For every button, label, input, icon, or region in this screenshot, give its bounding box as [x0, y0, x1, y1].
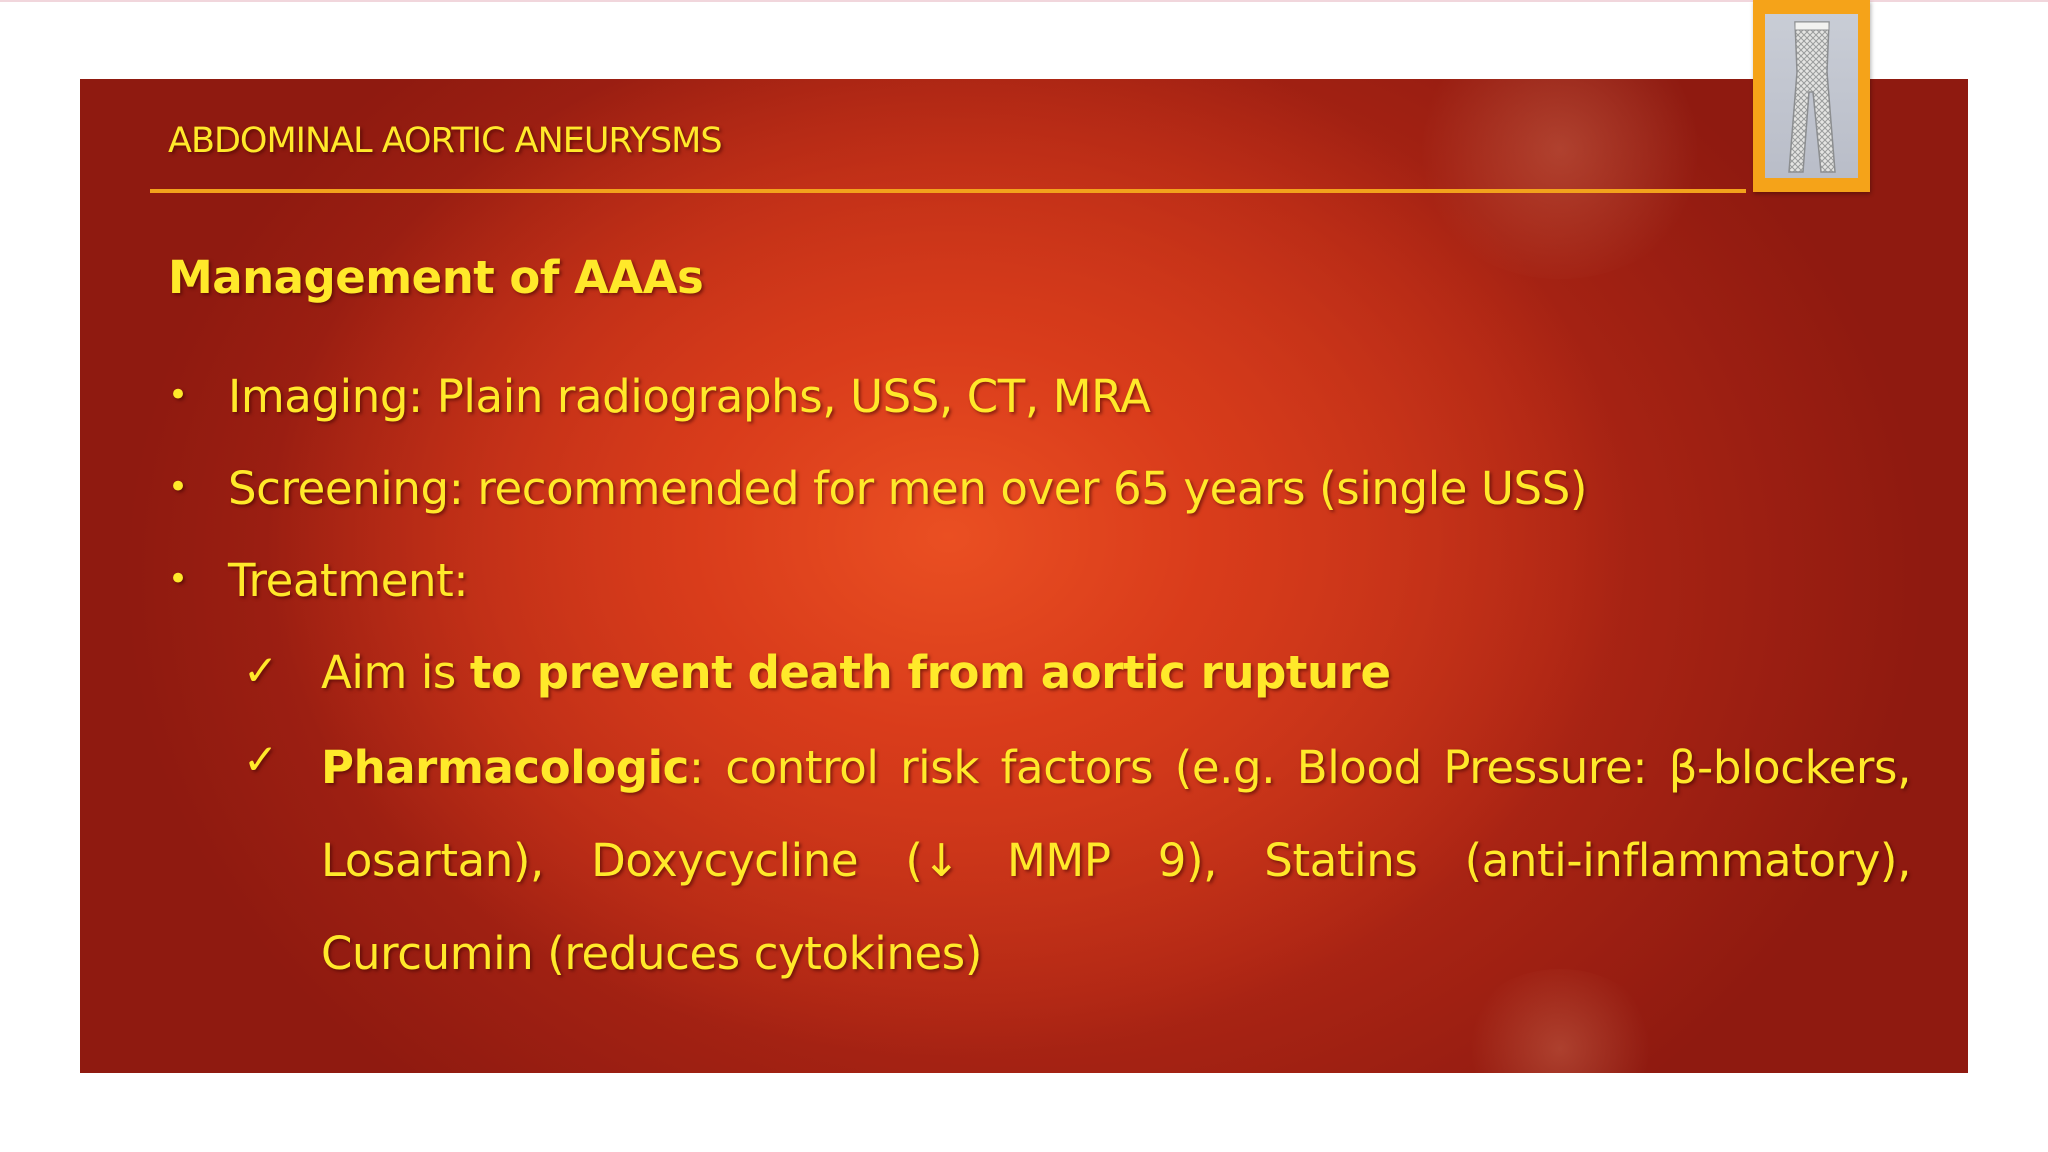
pharmacologic-label: Pharmacologic	[321, 741, 689, 794]
thumbnail-frame	[1753, 0, 1870, 192]
bullet-text: Treatment:	[228, 554, 469, 607]
bullet-item	[168, 462, 1587, 515]
aim-prefix: Aim is	[321, 646, 470, 699]
bullet-text: Screening: recommended for men over 65 years (single USS)	[228, 462, 1588, 515]
pharmacologic-text: : control risk factors (e.g. Blood Pressure: β-blockers, Losartan), Doxycycline (↓ MMP 9), Statins (anti-inflammatory), Curcumin (reduces cytokines)	[321, 741, 1911, 980]
top-border	[0, 0, 2048, 2]
slide	[80, 79, 1968, 1073]
bullet-dot-icon: •	[168, 467, 188, 507]
slide-heading: Management of AAAs	[168, 251, 704, 304]
sub-point-text	[321, 646, 1391, 699]
stent-graft-image	[1765, 14, 1858, 178]
checkmark-icon: ✓	[243, 646, 278, 695]
header-divider	[150, 189, 1746, 193]
bullet-item	[168, 370, 1151, 423]
aim-emphasis: to prevent death from aortic rupture	[469, 646, 1391, 699]
bullet-dot-icon: •	[168, 559, 188, 599]
sub-point-pharmacologic	[321, 721, 1911, 1000]
background-glow	[1410, 79, 1710, 279]
header-title: ABDOMINAL AORTIC ANEURYSMS	[168, 121, 722, 161]
checkmark-icon: ✓	[243, 735, 278, 784]
bullet-item	[168, 554, 468, 607]
bullet-text: Imaging: Plain radiographs, USS, CT, MRA	[228, 370, 1151, 423]
stent-graft-icon	[1765, 14, 1858, 178]
bullet-dot-icon: •	[168, 375, 188, 415]
